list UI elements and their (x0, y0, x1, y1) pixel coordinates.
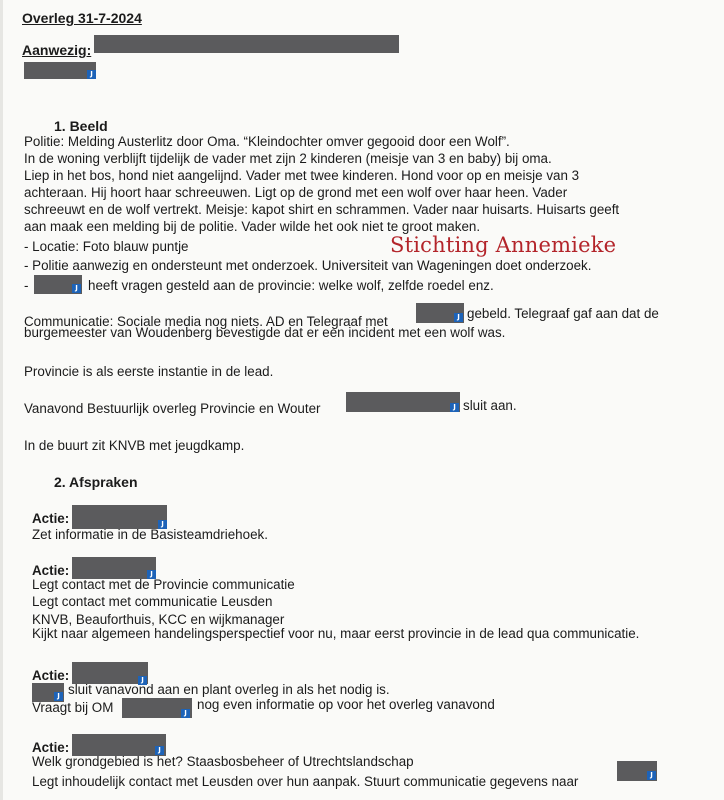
action-2-line: Legt contact met communicatie Leusden (32, 594, 273, 609)
redaction-badge-icon: J (181, 709, 190, 718)
action-label: Actie: (32, 563, 70, 578)
action-2-line: Kijkt naar algemeen handelingsperspectief voor nu, maar eerst provincie in de lead qua communicatie. (32, 626, 640, 641)
action-1-line: Zet informatie in de Basisteamdriehoek. (32, 527, 268, 542)
section-heading-afspraken: 2. Afspraken (54, 474, 138, 490)
redaction-badge-icon: J (450, 403, 459, 412)
bullet-location: - Locatie: Foto blauw puntje (24, 239, 189, 254)
redaction-block (72, 505, 167, 529)
body-line: Politie: Melding Austerlitz door Oma. “Kleindochter omver gegooid door een Wolf”. (24, 134, 510, 149)
scan-edge (0, 0, 3, 800)
redaction-badge-icon: J (155, 746, 164, 755)
action-3-line: sluit vanavond aan en plant overleg in als het nodig is. (68, 682, 390, 697)
bullet-police: - Politie aanwezig en ondersteunt met onderzoek. Universiteit van Wageningen doet onderzoek. (24, 258, 592, 273)
redaction-block (72, 662, 148, 684)
province-lead-line: Provincie is als eerste instantie in de lead. (24, 364, 274, 379)
body-line: Liep in het bos, hond niet aangelijnd. Vader met twee kinderen. Hond voor op en meisje van 3 (24, 168, 580, 183)
watermark: Stichting Annemieke (390, 233, 617, 257)
action-label: Actie: (32, 511, 70, 526)
section-heading-beeld: 1. Beeld (54, 118, 108, 134)
bullet-province-questions: heeft vragen gesteld aan de provincie: welke wolf, zelfde roedel enz. (88, 278, 494, 293)
action-4-line-2: Legt inhoudelijk contact met Leusden over hun aanpak. Stuurt communicatie gegevens naar (32, 774, 579, 789)
communication-line: Communicatie: Sociale media nog niets. AD en Telegraaf met (24, 314, 388, 329)
redaction-badge-icon: J (138, 676, 147, 685)
action-label: Actie: (32, 740, 70, 755)
redaction-badge-icon: J (72, 284, 81, 293)
redaction-badge-icon: J (647, 771, 656, 780)
redaction-badge-icon: J (454, 313, 463, 322)
communication-line-2: burgemeester van Woudenberg bevestigde dat er een incident met een wolf was. (24, 325, 506, 340)
action-3-line-2-cont: nog even informatie op voor het overleg vanavond (197, 697, 495, 712)
redaction-block (72, 557, 156, 579)
redaction-badge-icon: J (147, 570, 156, 579)
redaction-badge-icon: J (87, 70, 96, 79)
action-3-line-2: Vraagt bij OM (32, 700, 114, 715)
redaction-badge-icon: J (158, 520, 167, 529)
redaction-badge-icon: J (54, 692, 63, 701)
evening-meeting-cont: sluit aan. (463, 398, 517, 413)
evening-meeting-line: Vanavond Bestuurlijk overleg Provincie en Wouter (24, 401, 321, 416)
bullet-dash: - (24, 278, 29, 293)
knvb-line: In de buurt zit KNVB met jeugdkamp. (24, 438, 245, 453)
action-label: Actie: (32, 668, 70, 683)
body-line: schreeuwt en de wolf vertrekt. Meisje: kapot shirt en schrammen. Vader naar huisarts. Huisarts geeft (24, 202, 620, 217)
body-line: aan maak een melding bij de politie. Vader wilde het ook niet te groot maken. (24, 219, 481, 234)
body-line: achteraan. Hij hoort haar schreeuwen. Ligt op de grond met een wolf over haar heen. Vader (24, 185, 568, 200)
action-4-line: Welk grondgebied is het? Staasbosbeheer of Utrechtslandschap (32, 754, 414, 769)
document-title: Overleg 31-7-2024 (22, 10, 142, 26)
action-2-line: Legt contact met de Provincie communicatie (32, 577, 295, 592)
redaction-block (346, 392, 460, 412)
communication-line-cont: gebeld. Telegraaf gaf aan dat de (467, 306, 659, 321)
action-2-line: KNVB, Beauforthuis, KCC en wijkmanager (32, 612, 285, 627)
redaction-block (24, 62, 96, 79)
present-label: Aanwezig: (22, 42, 92, 58)
redaction-block (94, 35, 399, 53)
redaction-block (72, 734, 166, 756)
body-line: In de woning verblijft tijdelijk de vader met zijn 2 kinderen (meisje van 3 en baby) bij oma. (24, 151, 552, 166)
